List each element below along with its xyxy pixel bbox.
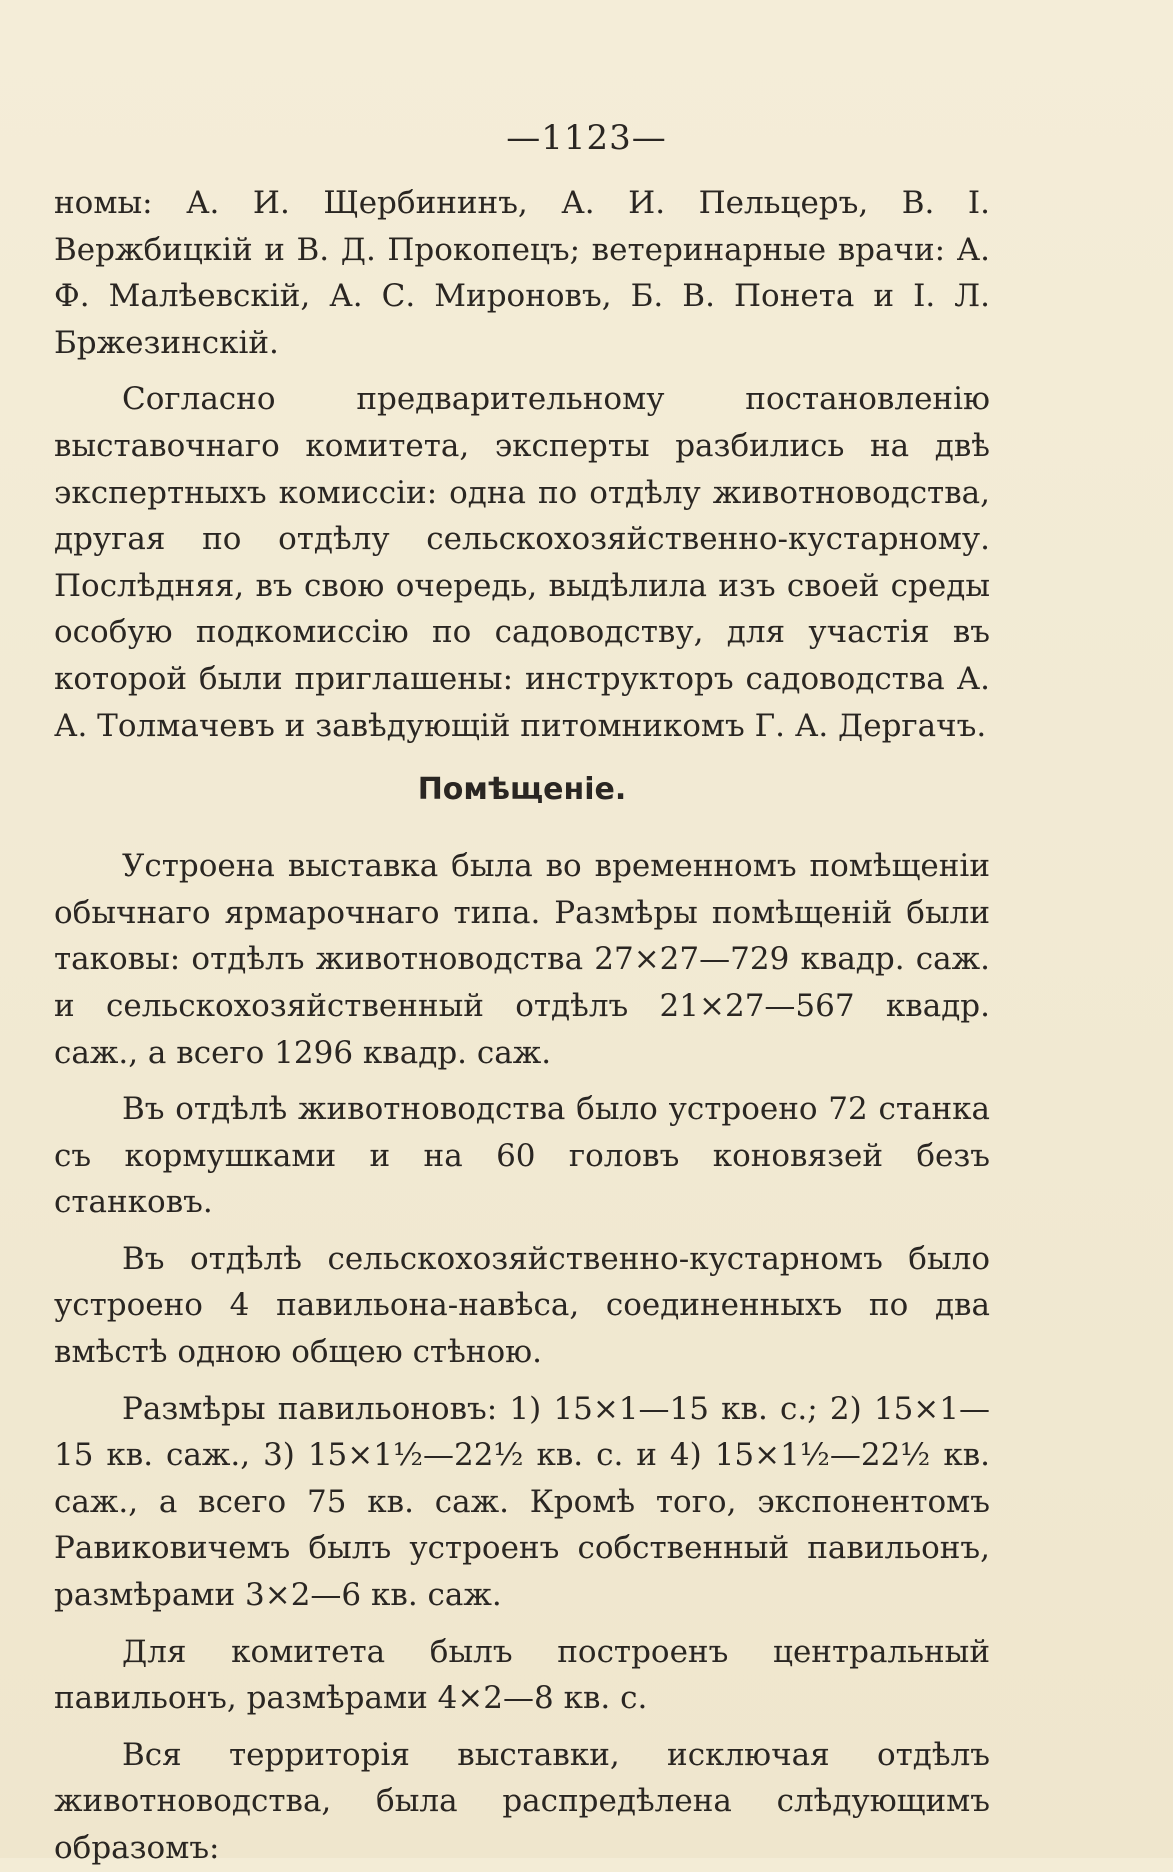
paragraph-premises: Устроена выставка была во временномъ помѣщеніи обычнаго ярмарочнаго типа. Размѣры помѣщеній были таковы: отдѣлъ животноводства 27×27—729 квадр. саж. и сельскохозяйственный отдѣлъ 21×27—567 квадр. саж., а всего 1296 квадр. саж. [54, 848, 990, 1071]
paragraph-commissions: Согласно предварительному постановленію выставочнаго комитета, эксперты разбились на двѣ экспертныхъ комиссіи: одна по отдѣлу животноводства, другая по отдѣлу сельскохозяйственно-кустарному. Послѣдняя, въ свою очередь, выдѣлила изъ своей среды особую подкомиссію по садоводству, для участія въ которой были приглашены: инструкторъ садоводства А. А. Толмачевъ и завѣдующій питомникомъ Г. А. Дергачъ. [54, 381, 990, 744]
section-heading: Помѣщеніе. [417, 772, 627, 808]
paragraph-territory: Вся территорія выставки, исключая отдѣлъ животноводства, была распредѣлена слѣдующимъ образомъ: [54, 1736, 990, 1866]
paragraph-livestock-stalls: Въ отдѣлѣ животноводства было устроено 72 станка съ кормушками и на 60 головъ коновязей безъ станковъ. [54, 1091, 990, 1221]
paragraph-pavilions: Въ отдѣлѣ сельскохозяйственно-кустарномъ было устроено 4 павильона-навѣса, соединенныхъ по два вмѣстѣ одною общею стѣною. [54, 1240, 990, 1371]
paragraph-pavilion-sizes: Размѣры павильоновъ: 1) 15×1—15 кв. с.; 2) 15×1—15 кв. саж., 3) 15×1½—22½ кв. с. и 4) 15×1½—22½ кв. саж., а всего 75 кв. саж. Кромѣ того, экспонентомъ Равиковичемъ былъ устроенъ собственный павильонъ, размѣрами 3×2—6 кв. саж. [54, 1390, 990, 1614]
body-text [54, 180, 990, 1872]
page-number: —1123— [506, 118, 667, 158]
paragraph-experts: номы: А. И. Щербининъ, А. И. Пельцеръ, В. І. Вержбицкій и В. Д. Прокопецъ; ветеринарные врачи: А. Ф. Малѣевскій, А. С. Мироновъ, Б. В. Понета и І. Л. Бржезинскій. [54, 185, 990, 361]
paragraph-central-pavilion: Для комитета былъ построенъ центральный павильонъ, размѣрами 4×2—8 кв. с. [54, 1633, 990, 1717]
